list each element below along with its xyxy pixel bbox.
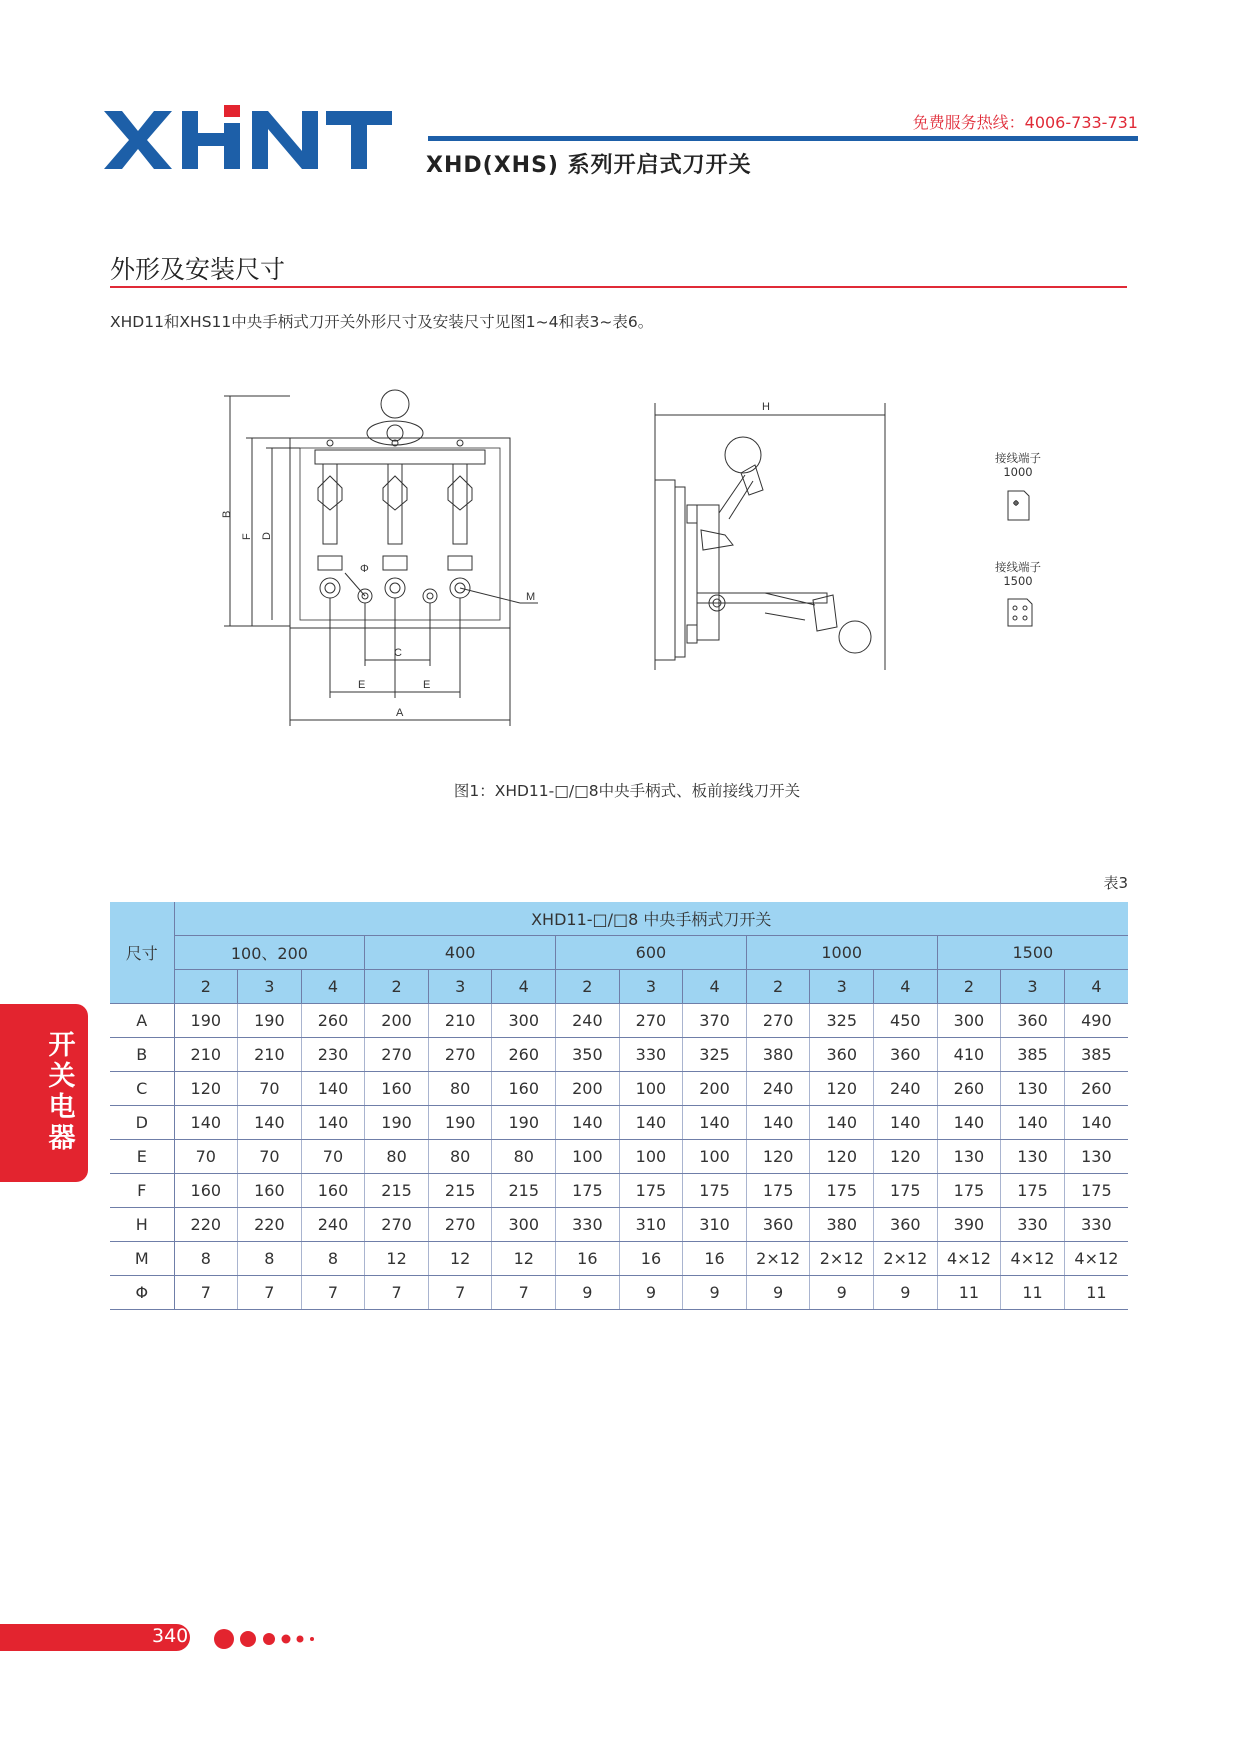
table-cell: 160 — [365, 1072, 429, 1106]
table-cell: 330 — [1001, 1208, 1065, 1242]
logo-letters — [104, 105, 392, 169]
table-row — [110, 1106, 1128, 1140]
table-cell: 160 — [492, 1072, 556, 1106]
table-cell: 16 — [619, 1242, 683, 1276]
table-cell: 175 — [937, 1174, 1001, 1208]
table-cell: 350 — [556, 1038, 620, 1072]
table-cell: 11 — [1001, 1276, 1065, 1310]
pole-header: 2 — [937, 970, 1001, 1004]
table-cell: 9 — [810, 1276, 874, 1310]
table-cell: 140 — [301, 1072, 365, 1106]
table-cell: 360 — [746, 1208, 810, 1242]
table-cell: 190 — [174, 1004, 238, 1038]
table-row — [110, 1174, 1128, 1208]
table-cell: 9 — [683, 1276, 747, 1310]
table-cell: 140 — [810, 1106, 874, 1140]
table-cell: 9 — [619, 1276, 683, 1310]
brand-logo — [104, 105, 394, 175]
table-row — [110, 1242, 1128, 1276]
table-cell: 11 — [937, 1276, 1001, 1310]
table-cell: 270 — [365, 1208, 429, 1242]
table-cell: 370 — [683, 1004, 747, 1038]
dim-label-D: D — [261, 532, 273, 540]
table-cell: 300 — [492, 1004, 556, 1038]
table-cell: 385 — [1064, 1038, 1128, 1072]
pole-header: 4 — [1064, 970, 1128, 1004]
table-cell: 160 — [301, 1174, 365, 1208]
table-cell: 9 — [556, 1276, 620, 1310]
table-cell: 70 — [238, 1140, 302, 1174]
terminal-1500-value: 1500 — [1003, 574, 1033, 588]
pole-header: 4 — [492, 970, 556, 1004]
dim-label-C: C — [394, 647, 402, 659]
row-label: B — [110, 1038, 174, 1072]
table-cell: 12 — [365, 1242, 429, 1276]
table-cell: 240 — [301, 1208, 365, 1242]
table-cell: 16 — [683, 1242, 747, 1276]
table-cell: 120 — [874, 1140, 938, 1174]
table-cell: 260 — [1064, 1072, 1128, 1106]
dimension-table — [110, 902, 1128, 1310]
section-title: 外形及安装尺寸 — [110, 255, 286, 284]
table-cell: 8 — [238, 1242, 302, 1276]
table-cell: 140 — [874, 1106, 938, 1140]
table-cell: 175 — [556, 1174, 620, 1208]
table-cell: 230 — [301, 1038, 365, 1072]
table-cell: 175 — [1001, 1174, 1065, 1208]
table-cell: 300 — [937, 1004, 1001, 1038]
table-cell: 120 — [174, 1072, 238, 1106]
hotline: 免费服务热线：4006-733-731 — [912, 113, 1138, 132]
pole-header: 3 — [619, 970, 683, 1004]
table-cell: 140 — [1064, 1106, 1128, 1140]
table-cell: 210 — [174, 1038, 238, 1072]
table-cell: 140 — [1001, 1106, 1065, 1140]
table-cell: 4×12 — [1064, 1242, 1128, 1276]
table-cell: 11 — [1064, 1276, 1128, 1310]
table-cell: 80 — [428, 1072, 492, 1106]
pole-header: 2 — [746, 970, 810, 1004]
row-label: F — [110, 1174, 174, 1208]
terminal-1000-label — [978, 451, 1058, 479]
table-cell: 190 — [428, 1106, 492, 1140]
table-cell: 330 — [619, 1038, 683, 1072]
dim-label-A: A — [396, 707, 404, 719]
table-cell: 175 — [683, 1174, 747, 1208]
table-cell: 140 — [301, 1106, 365, 1140]
table-cell: 4×12 — [937, 1242, 1001, 1276]
pole-header-row — [110, 970, 1128, 1004]
table-cell: 7 — [492, 1276, 556, 1310]
dim-label-B: B — [221, 510, 233, 518]
pole-header: 2 — [174, 970, 238, 1004]
table-cell: 2×12 — [874, 1242, 938, 1276]
table-cell: 9 — [874, 1276, 938, 1310]
table-cell: 100 — [619, 1072, 683, 1106]
table-cell: 200 — [683, 1072, 747, 1106]
row-label: Φ — [110, 1276, 174, 1310]
table-cell: 70 — [238, 1072, 302, 1106]
table-cell: 8 — [301, 1242, 365, 1276]
table-cell: 175 — [1064, 1174, 1128, 1208]
table-cell: 80 — [492, 1140, 556, 1174]
pole-header: 4 — [683, 970, 747, 1004]
table-cell: 325 — [810, 1004, 874, 1038]
table-cell: 8 — [174, 1242, 238, 1276]
group-header: 1500 — [937, 936, 1128, 970]
table-cell: 380 — [746, 1038, 810, 1072]
table-cell: 120 — [810, 1140, 874, 1174]
table-cell: 80 — [428, 1140, 492, 1174]
terminal-1500-icon — [1005, 596, 1035, 630]
table-cell: 215 — [492, 1174, 556, 1208]
table-cell: 190 — [365, 1106, 429, 1140]
table-cell: 140 — [683, 1106, 747, 1140]
table-cell: 410 — [937, 1038, 1001, 1072]
table-cell: 160 — [174, 1174, 238, 1208]
blade-3 — [448, 464, 472, 598]
pole-header: 2 — [365, 970, 429, 1004]
table-cell: 360 — [874, 1038, 938, 1072]
table-cell: 140 — [556, 1106, 620, 1140]
table-cell: 330 — [1064, 1208, 1128, 1242]
table-cell: 175 — [746, 1174, 810, 1208]
table-cell: 12 — [492, 1242, 556, 1276]
dim-label-phi: Φ — [360, 563, 369, 575]
table-cell: 240 — [556, 1004, 620, 1038]
dim-label-M: M — [526, 591, 536, 603]
table-cell: 175 — [619, 1174, 683, 1208]
pole-header: 4 — [874, 970, 938, 1004]
table-cell: 100 — [619, 1140, 683, 1174]
table-cell: 210 — [428, 1004, 492, 1038]
table-cell: 385 — [1001, 1038, 1065, 1072]
table-cell: 190 — [238, 1004, 302, 1038]
table-cell: 210 — [238, 1038, 302, 1072]
pole-header: 3 — [810, 970, 874, 1004]
table-cell: 100 — [556, 1140, 620, 1174]
group-header: 1000 — [746, 936, 937, 970]
table-cell: 7 — [238, 1276, 302, 1310]
table-cell: 2×12 — [746, 1242, 810, 1276]
table-cell: 70 — [301, 1140, 365, 1174]
document-title: XHD(XHS) 系列开启式刀开关 — [426, 153, 752, 178]
terminal-1000-value: 1000 — [1003, 465, 1033, 479]
table-cell: 4×12 — [1001, 1242, 1065, 1276]
table-cell: 80 — [365, 1140, 429, 1174]
table-cell: 270 — [746, 1004, 810, 1038]
table-row — [110, 1208, 1128, 1242]
page-number: 340 — [152, 1625, 189, 1647]
intro-text: XHD11和XHS11中央手柄式刀开关外形尺寸及安装尺寸见图1~4和表3~表6。 — [110, 313, 654, 331]
table-cell: 220 — [174, 1208, 238, 1242]
group-header: 400 — [365, 936, 556, 970]
table-cell: 120 — [746, 1140, 810, 1174]
pole-header: 3 — [1001, 970, 1065, 1004]
table-cell: 70 — [174, 1140, 238, 1174]
front-view-drawing — [220, 388, 540, 733]
table-cell: 450 — [874, 1004, 938, 1038]
table-body — [110, 1004, 1128, 1310]
group-header: 100、200 — [174, 936, 365, 970]
table-cell: 130 — [1001, 1072, 1065, 1106]
table-cell: 16 — [556, 1242, 620, 1276]
table-corner: 尺寸 — [110, 902, 174, 1004]
table-cell: 270 — [365, 1038, 429, 1072]
header-divider — [428, 136, 1138, 141]
table-cell: 140 — [238, 1106, 302, 1140]
table-cell: 200 — [556, 1072, 620, 1106]
brand-text: XHNT — [104, 105, 107, 106]
blade-2 — [383, 464, 407, 598]
table-cell: 240 — [746, 1072, 810, 1106]
table-row — [110, 1276, 1128, 1310]
row-label: M — [110, 1242, 174, 1276]
table-cell: 100 — [683, 1140, 747, 1174]
table-cell: 175 — [874, 1174, 938, 1208]
section-divider — [110, 286, 1127, 288]
table-cell: 220 — [238, 1208, 302, 1242]
table-cell: 215 — [365, 1174, 429, 1208]
table-cell: 360 — [874, 1208, 938, 1242]
pole-header: 2 — [556, 970, 620, 1004]
table-row — [110, 1038, 1128, 1072]
side-view-drawing — [645, 395, 905, 675]
table-cell: 140 — [619, 1106, 683, 1140]
table-cell: 200 — [365, 1004, 429, 1038]
group-header-row — [110, 936, 1128, 970]
table-cell: 390 — [937, 1208, 1001, 1242]
table-cell: 190 — [492, 1106, 556, 1140]
table-row — [110, 1140, 1128, 1174]
table-cell: 7 — [174, 1276, 238, 1310]
table-cell: 215 — [428, 1174, 492, 1208]
terminal-1000-icon — [1005, 488, 1033, 524]
table-cell: 260 — [301, 1004, 365, 1038]
table-cell: 300 — [492, 1208, 556, 1242]
table-cell: 7 — [428, 1276, 492, 1310]
terminal-1000-title: 接线端子 — [995, 451, 1041, 465]
table-label: 表3 — [1103, 874, 1128, 892]
row-label: E — [110, 1140, 174, 1174]
terminal-1500-label — [978, 560, 1058, 588]
table-cell: 140 — [937, 1106, 1001, 1140]
table-cell: 325 — [683, 1038, 747, 1072]
table-cell: 310 — [619, 1208, 683, 1242]
table-cell: 12 — [428, 1242, 492, 1276]
table-cell: 360 — [1001, 1004, 1065, 1038]
row-label: C — [110, 1072, 174, 1106]
dim-label-E-left: E — [358, 679, 366, 691]
table-cell: 270 — [619, 1004, 683, 1038]
table-cell: 240 — [874, 1072, 938, 1106]
pole-header: 4 — [301, 970, 365, 1004]
table-cell: 120 — [810, 1072, 874, 1106]
table-cell: 360 — [810, 1038, 874, 1072]
table-cell: 130 — [1064, 1140, 1128, 1174]
table-cell: 130 — [1001, 1140, 1065, 1174]
table-cell: 310 — [683, 1208, 747, 1242]
table-cell: 7 — [365, 1276, 429, 1310]
table-cell: 160 — [238, 1174, 302, 1208]
table-cell: 260 — [492, 1038, 556, 1072]
table-cell: 175 — [810, 1174, 874, 1208]
figure-caption: 图1：XHD11-□/□8中央手柄式、板前接线刀开关 — [453, 782, 801, 800]
pole-header: 3 — [428, 970, 492, 1004]
group-header: 600 — [556, 936, 747, 970]
table-row — [110, 1072, 1128, 1106]
table-row — [110, 1004, 1128, 1038]
dim-label-H: H — [762, 401, 770, 413]
table-cell: 270 — [428, 1208, 492, 1242]
table-cell: 270 — [428, 1038, 492, 1072]
table-cell: 9 — [746, 1276, 810, 1310]
table-cell: 140 — [746, 1106, 810, 1140]
dim-label-F: F — [241, 533, 253, 540]
table-cell: 490 — [1064, 1004, 1128, 1038]
row-label: A — [110, 1004, 174, 1038]
row-label: H — [110, 1208, 174, 1242]
blade-1 — [318, 464, 342, 598]
dim-label-E-right: E — [423, 679, 431, 691]
footer-dots — [212, 1626, 322, 1652]
table-title: XHD11-□/□8 中央手柄式刀开关 — [174, 902, 1128, 936]
table-cell: 2×12 — [810, 1242, 874, 1276]
terminal-1500-title: 接线端子 — [995, 560, 1041, 574]
table-cell: 130 — [937, 1140, 1001, 1174]
row-label: D — [110, 1106, 174, 1140]
table-cell: 330 — [556, 1208, 620, 1242]
side-tab-text: 开 关 电 器 — [48, 1030, 76, 1154]
table-cell: 260 — [937, 1072, 1001, 1106]
table-cell: 140 — [174, 1106, 238, 1140]
pole-header: 3 — [238, 970, 302, 1004]
table-cell: 7 — [301, 1276, 365, 1310]
table-cell: 380 — [810, 1208, 874, 1242]
